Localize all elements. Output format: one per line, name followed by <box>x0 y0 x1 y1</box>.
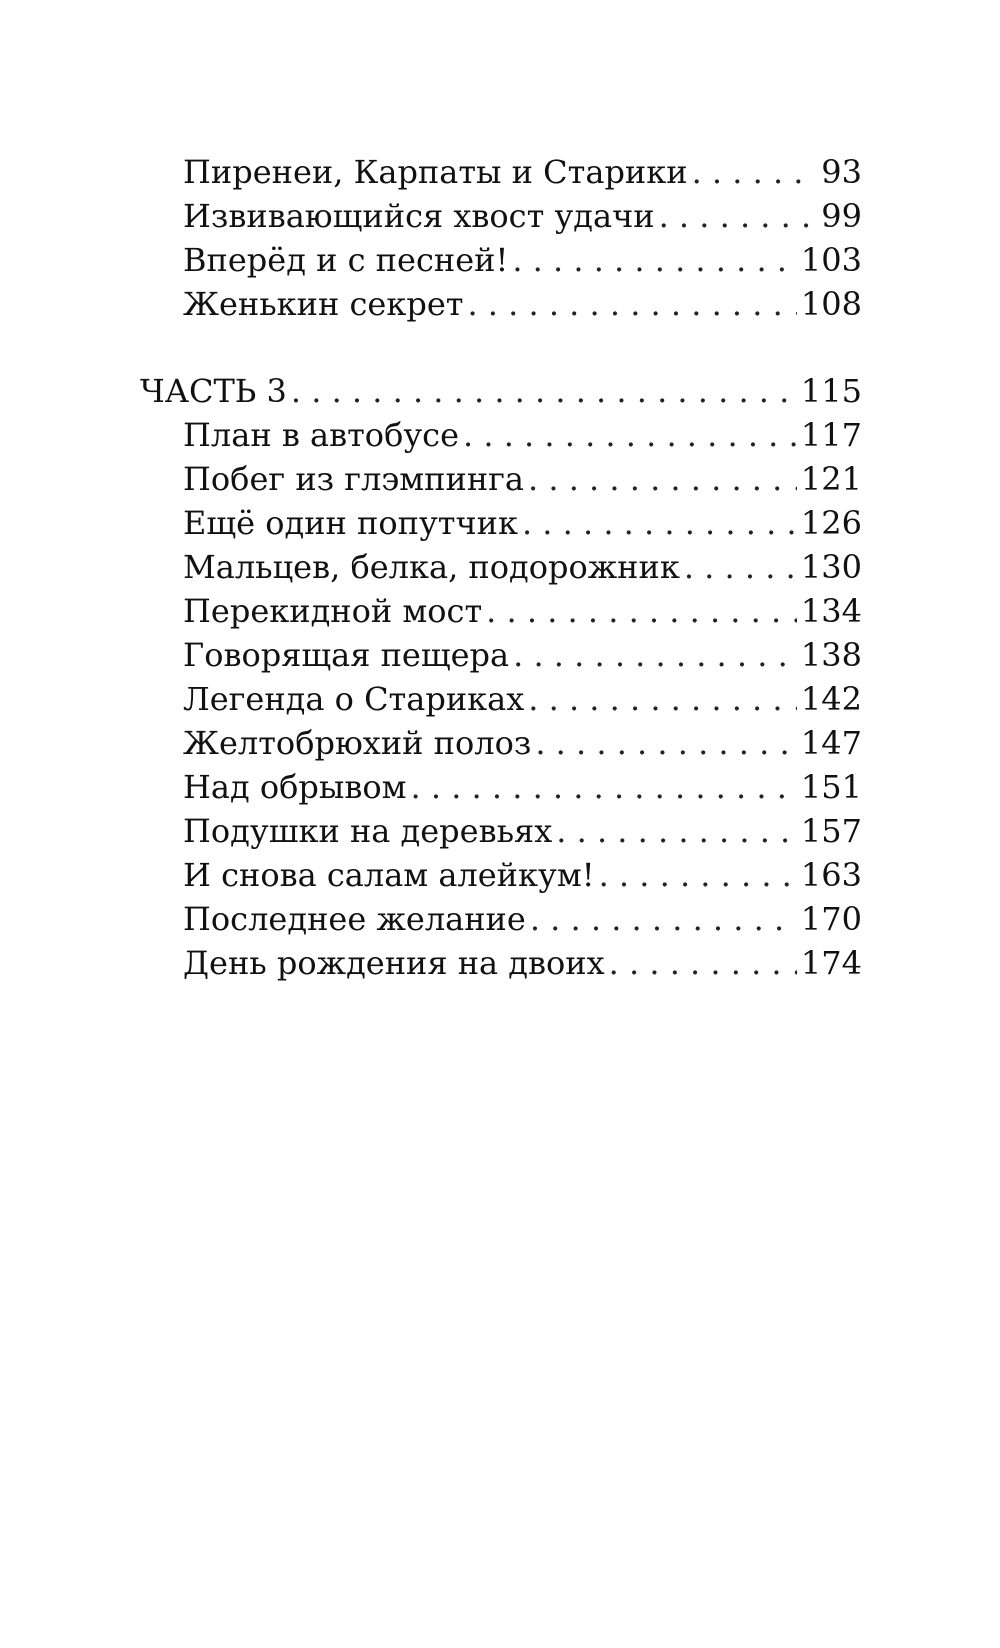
toc-entry-title: День рождения на двоих <box>183 944 605 982</box>
dot-leader <box>528 677 797 721</box>
toc-entry-title: Подушки на деревьях <box>183 812 553 850</box>
dot-leader <box>486 589 797 633</box>
toc-entry-title: Вперёд и с песней! <box>183 241 509 279</box>
toc-entry-page: 170 <box>800 900 862 938</box>
toc-part-page: 115 <box>800 372 862 410</box>
dot-leader <box>599 853 797 897</box>
toc-entry-page: 126 <box>800 504 862 542</box>
dot-leader <box>684 545 797 589</box>
toc-entry-title: План в автобусе <box>183 416 460 454</box>
toc-entry-title: Желтобрюхий полоз <box>183 724 532 762</box>
toc-entry-title: И снова салам алейкум! <box>183 856 595 894</box>
toc-part-title: ЧАСТЬ 3 <box>140 372 287 410</box>
dot-leader <box>291 369 797 413</box>
dot-leader <box>513 633 797 677</box>
toc-entry <box>140 150 862 194</box>
dot-leader <box>512 238 797 282</box>
dot-leader <box>522 501 797 545</box>
toc-entry <box>140 897 862 941</box>
toc-entry-page: 117 <box>800 416 862 454</box>
toc-entry <box>140 677 862 721</box>
toc-entry-page: 174 <box>800 944 862 982</box>
toc-entry-page: 108 <box>800 285 862 323</box>
toc-entry <box>140 853 862 897</box>
dot-leader <box>467 282 796 326</box>
toc-entry-page: 130 <box>800 548 862 586</box>
toc-entry-page: 121 <box>800 460 862 498</box>
toc-entry-title: Перекидной мост <box>183 592 483 630</box>
toc-entry-page: 99 <box>821 197 862 235</box>
toc-entry-page: 157 <box>800 812 862 850</box>
toc-entry-page: 163 <box>800 856 862 894</box>
toc-entry <box>140 457 862 501</box>
toc-part-heading <box>140 369 862 413</box>
table-of-contents <box>140 150 862 985</box>
toc-entry <box>140 589 862 633</box>
toc-entry-page: 134 <box>800 592 862 630</box>
toc-entry <box>140 809 862 853</box>
toc-entry-title: Ещё один попутчик <box>183 504 518 542</box>
toc-entry-title: Женькин секрет <box>183 285 464 323</box>
toc-entry <box>140 501 862 545</box>
toc-entry <box>140 941 862 985</box>
dot-leader <box>659 194 810 238</box>
dot-leader <box>609 941 797 985</box>
toc-entry <box>140 545 862 589</box>
dot-leader <box>692 150 810 194</box>
toc-entry-page: 151 <box>800 768 862 806</box>
toc-entry <box>140 765 862 809</box>
toc-entry-title: Мальцев, белка, подорожник <box>183 548 680 586</box>
toc-entry-page: 138 <box>800 636 862 674</box>
dot-leader <box>556 809 797 853</box>
toc-entry-page: 142 <box>800 680 862 718</box>
dot-leader <box>535 721 797 765</box>
dot-leader <box>463 413 797 457</box>
toc-entry <box>140 633 862 677</box>
toc-entry-title: Над обрывом <box>183 768 407 806</box>
toc-entry-title: Говорящая пещера <box>183 636 510 674</box>
toc-entry-page: 93 <box>821 153 862 191</box>
toc-entry-title: Извивающийся хвост удачи <box>183 197 655 235</box>
toc-entry <box>140 721 862 765</box>
toc-entry-title: Легенда о Стариках <box>183 680 525 718</box>
toc-entry <box>140 194 862 238</box>
toc-entry <box>140 413 862 457</box>
toc-entry <box>140 238 862 282</box>
dot-leader <box>530 897 797 941</box>
section-gap <box>140 326 862 369</box>
dot-leader <box>528 457 797 501</box>
toc-entry-title: Последнее желание <box>183 900 526 938</box>
toc-entry <box>140 282 862 326</box>
dot-leader <box>411 765 797 809</box>
toc-entry-page: 103 <box>800 241 862 279</box>
toc-entry-title: Побег из глэмпинга <box>183 460 524 498</box>
toc-entry-page: 147 <box>800 724 862 762</box>
toc-entry-title: Пиренеи, Карпаты и Старики <box>183 153 688 191</box>
